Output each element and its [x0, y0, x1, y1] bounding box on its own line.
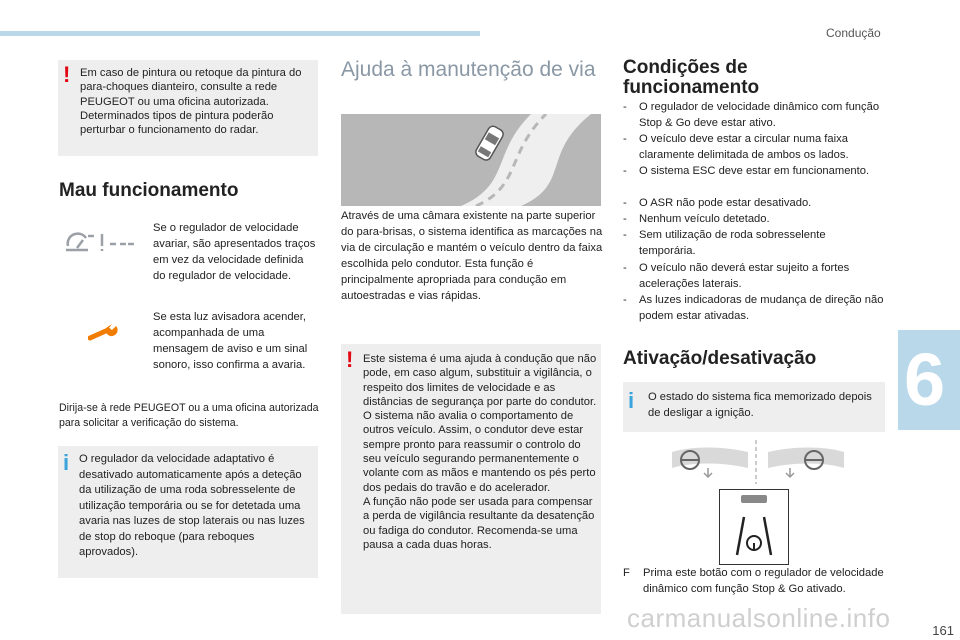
condition-item: - O regulador de velocidade dinâmico com função Stop & Go deve estar ativo. — [623, 101, 880, 129]
malfunction-title: Mau funcionamento — [59, 180, 239, 201]
lane-keeping-title: Ajuda à manutenção de via — [341, 58, 596, 81]
info-icon: i — [63, 450, 70, 475]
top-accent-bar — [0, 31, 480, 36]
warning-exclamation-icon: ! — [63, 62, 71, 87]
watermark: carmanualsonline.info — [627, 603, 891, 633]
lane-keeping-warning-text: Este sistema é uma ajuda à condução que não pode, em caso algum, substituir a vigilância, o respeito dos limites de velocidade e as distâncias de segurança por parte do condutor. O sistema não avalia o comportamento de outros veículo. Assim, o condutor deve estar sempre pronto para reassumir o controlo do seu veículo segurando permanentemente o volante com as mãos e mantendo os pés perto dos pedais do travão e do acelerador. A função não pode ser usada para compensar a perda de vigilância resultante da desatenção ou fadiga do condutor. Recomenda-se uma pausa a cada duas horas. — [363, 353, 597, 551]
condition-item: - O veículo não deverá estar sujeito a fortes acelerações laterais. — [623, 262, 850, 290]
press-button-instruction — [623, 566, 885, 597]
condition-item: - O sistema ESC deve estar em funcionamento. — [623, 165, 870, 177]
dealer-check-text: Dirija-se à rede PEUGEOT ou a uma oficina autorizada para solicitar a verificação do sistema. — [59, 402, 319, 429]
lane-keeping-button-icon[interactable] — [719, 489, 789, 565]
condition-item: - As luzes indicadoras de mudança de direção não podem estar ativadas. — [623, 294, 884, 322]
lane-keeping-illustration — [341, 114, 601, 206]
info-adaptive-text: O regulador da velocidade adaptativo é desativado automaticamente após a deteção da utilização de uma roda sobresselente de utilização temporária ou se for detetada uma avaria nas luzes de stop laterais ou nas luzes de stop do reboque (para reboques aprovados). — [79, 453, 305, 558]
press-arrow-icon: F — [623, 567, 630, 579]
page-number: 161 — [932, 623, 954, 638]
malfunction-item-dashes: Se o regulador de velocidade avariar, são apresentados traços em vez da velocidade definida do regulador de velocidade. — [153, 222, 316, 282]
lane-assist-steering-illustration — [672, 440, 844, 484]
wrench-warning-icon — [88, 322, 120, 342]
condition-item: - Sem utilização de roda sobresselente temporária. — [623, 229, 826, 257]
info-memorized-text: O estado do sistema fica memorizado depois de desligar a ignição. — [648, 391, 872, 419]
speed-limiter-fault-icon — [64, 228, 136, 256]
condition-item: - Nenhum veículo detetado. — [623, 213, 770, 225]
malfunction-item-warning-light: Se esta luz avisadora acender, acompanhada de uma mensagem de aviso e um sinal sonoro, isso confirma a avaria. — [153, 311, 308, 371]
condition-item: - O veículo deve estar a circular numa faixa claramente delimitada de ambos os lados. — [623, 133, 849, 161]
chapter-title: Condução — [826, 26, 881, 40]
chapter-number-tab — [898, 330, 960, 430]
activation-title: Ativação/desativação — [623, 348, 817, 369]
chapter-number: 6 — [904, 338, 946, 421]
conditions-title: Condições de funcionamento — [623, 57, 760, 98]
lane-keeping-intro: Através de uma câmara existente na parte superior do para-brisas, o sistema identifica as marcações na via de circulação e mantém o veículo dentro da faixa escolhida pelo condutor. Esta função é principalmente apropriada para condução em autoestradas e vias rápidas. — [341, 210, 603, 302]
press-button-text: Prima este botão com o regulador de velocidade dinâmico com função Stop & Go ativado. — [643, 567, 884, 595]
warning-exclamation-icon: ! — [346, 347, 354, 372]
condition-item: - O ASR não pode estar desativado. — [623, 197, 812, 209]
info-icon: i — [628, 388, 635, 413]
warning-paint-text: Em caso de pintura ou retoque da pintura do para-choques dianteiro, consulte a rede PEUGEOT ou uma oficina autorizada. Determinados tipos de pintura poderão perturbar o funcionamento do radar. — [80, 67, 302, 137]
